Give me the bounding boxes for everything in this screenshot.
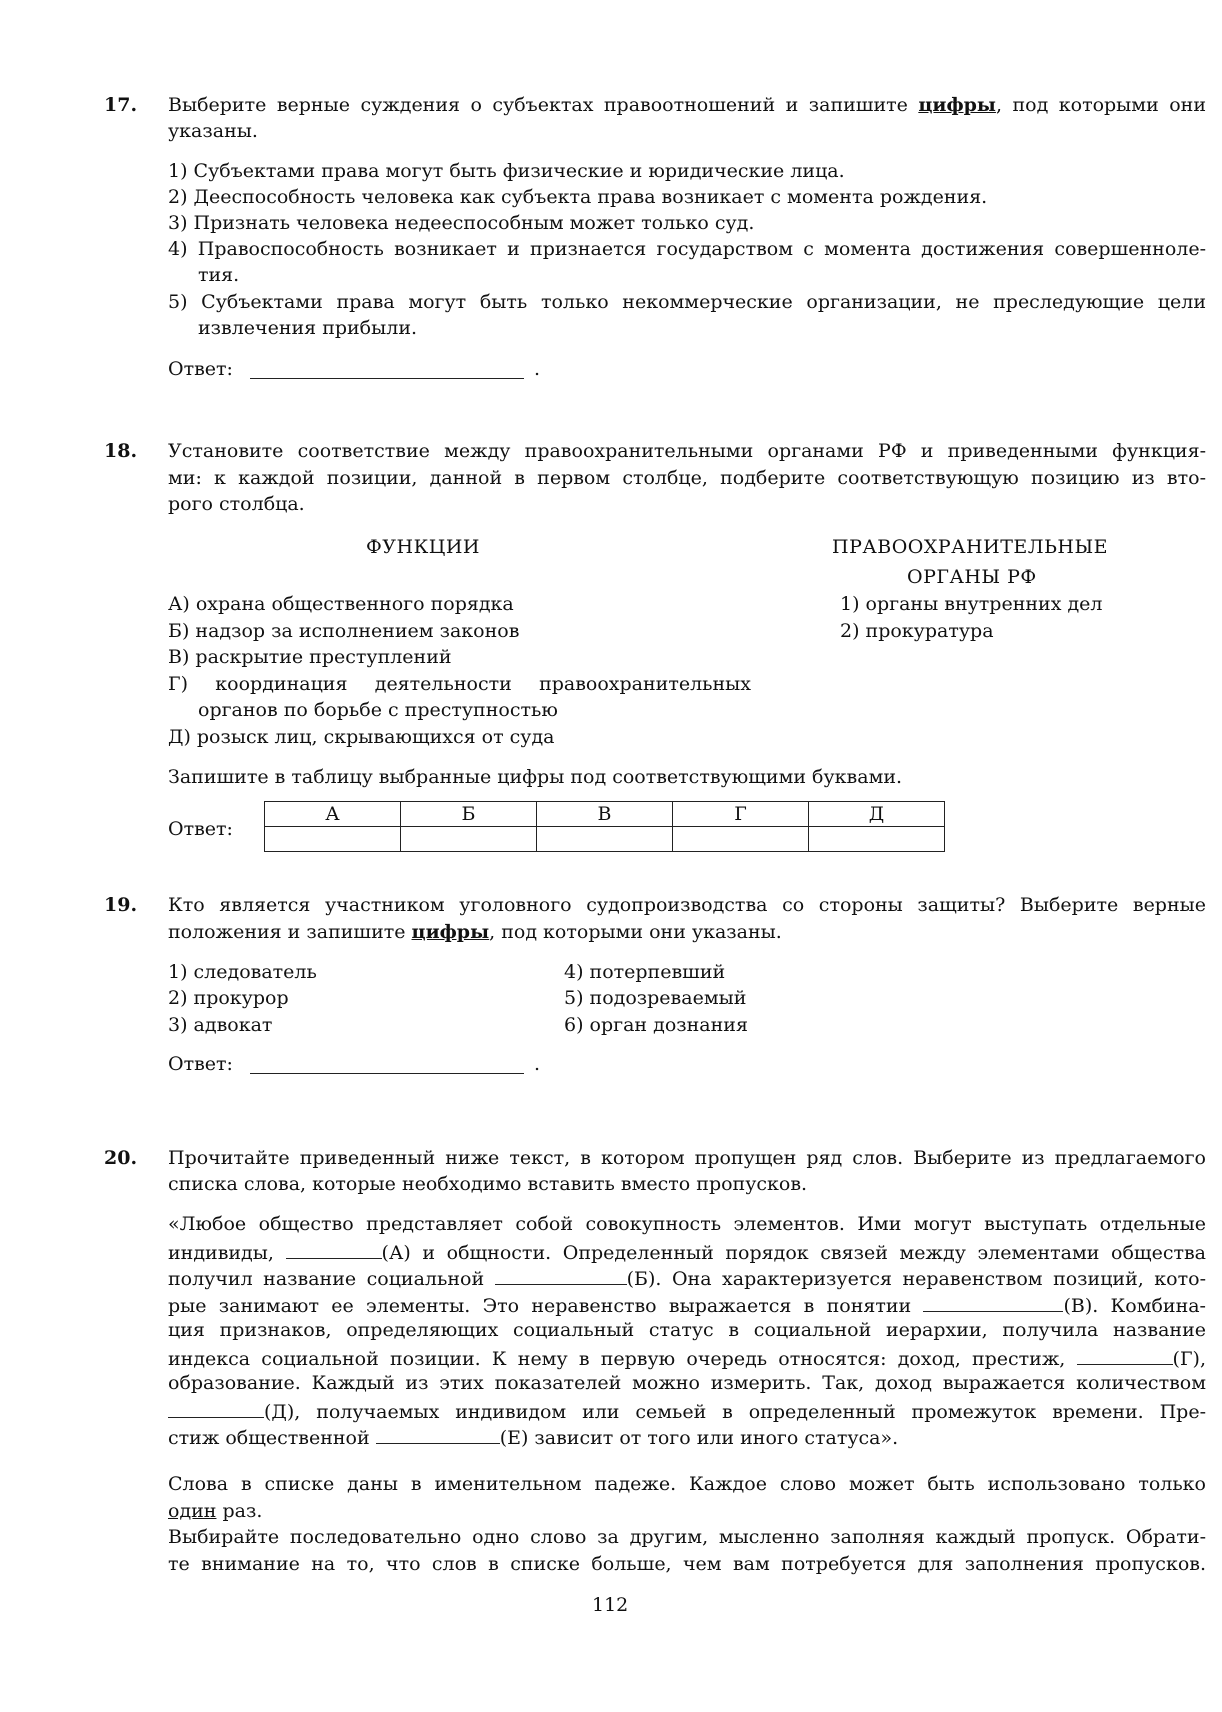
answer-cell-g[interactable] [673,827,809,852]
organs-heading-line2: ОРГАНЫ РФ [907,566,1037,588]
blank-g [1077,1346,1173,1365]
q17-answer-dot: . [534,358,541,380]
text-line-5: ция признаков, определяющих социальный статус в социальной иерархии, получила название [168,1319,1206,1341]
answer-cell-d[interactable] [809,827,945,852]
q17-option-5: 5) Субъектами права могут быть только некоммерческие организации, не преследующие цели [168,291,1206,313]
q19-option-6: 6) орган дознания [564,1014,748,1036]
question-20-number: 20. [104,1147,138,1169]
blank-b [495,1266,627,1285]
emphasis-digits-19: цифры [411,921,490,943]
text-line-4: рые занимают ее элементы. Это неравенство выражается в понятии (В). Комбина- [168,1295,1206,1317]
question-20-stem-line2: списка слова, которые необходимо вставить вместо пропусков. [168,1173,808,1195]
q19-option-2: 2) прокурор [168,987,289,1009]
organ-1: 1) органы внутренних дел [840,593,1103,615]
question-18-number: 18. [104,440,138,462]
organ-2: 2) прокуратура [840,620,994,642]
answer-cell-a[interactable] [265,827,401,852]
answer-table-header-v: В [537,802,673,827]
answer-table-header-b: Б [401,802,537,827]
emphasis-digits: цифры [918,94,996,116]
note-line-1: Слова в списке даны в именительном падеже. Каждое слово может быть использовано только [168,1473,1206,1495]
q19-option-4: 4) потерпевший [564,961,726,983]
text-line-6: индекса социальной позиции. К нему в первую очередь относятся: доход, престиж, (Г), [168,1348,1206,1370]
question-18-stem-line1: Установите соответствие между правоохранительными органами РФ и приведенными функция- [168,440,1206,462]
q17-answer-field[interactable] [250,377,524,379]
note-line-2: один раз. [168,1500,263,1522]
question-17-stem-line1: Выберите верные суждения о субъектах правоотношений и запишите цифры, под которыми они [168,94,1206,116]
functions-heading: ФУНКЦИИ [366,536,480,558]
question-18-stem-line3: рого столбца. [168,493,305,515]
answer-table-header-g: Г [673,802,809,827]
q19-option-3: 3) адвокат [168,1014,273,1036]
function-g-cont: органов по борьбе с преступностью [198,699,558,721]
q17-option-3: 3) Признать человека недееспособным может только суд. [168,212,755,234]
function-b: Б) надзор за исполнением законов [168,620,520,642]
function-a: А) охрана общественного порядка [168,593,514,615]
question-19-stem-line1: Кто является участником уголовного судопроизводства со стороны защиты? Выберите верные [168,894,1206,916]
question-19-stem-line2: положения и запишите цифры, под которыми они указаны. [168,921,782,943]
q17-option-2: 2) Дееспособность человека как субъекта права возникает с момента рождения. [168,186,988,208]
function-v: В) раскрытие преступлений [168,646,452,668]
blank-a [286,1240,382,1259]
answer-table-header-d: Д [809,802,945,827]
function-d: Д) розыск лиц, скрывающихся от суда [168,726,555,748]
function-g: Г) координация деятельности правоохранительных [168,673,751,695]
blank-v [923,1293,1063,1312]
organs-heading-line1: ПРАВООХРАНИТЕЛЬНЫЕ [832,536,1109,558]
text-line-8: (Д), получаемых индивидом или семьей в определенный промежуток времени. Пре- [168,1399,1206,1423]
instruction-line-1: Выбирайте последовательно одно слово за другим, мысленно заполняя каждый пропуск. Обрати- [168,1526,1206,1548]
text-line-1: «Любое общество представляет собой совокупность элементов. Ими могут выступать отдельные [168,1213,1206,1235]
q19-option-1: 1) следователь [168,961,317,983]
text-line-2: индивиды, (А) и общности. Определенный порядок связей между элементами общества [168,1242,1206,1264]
q18-instruction: Запишите в таблицу выбранные цифры под соответствующими буквами. [168,766,903,788]
blank-e [376,1425,500,1444]
q19-answer-field[interactable] [250,1072,524,1074]
question-18-stem-line2: ми: к каждой позиции, данной в первом столбце, подберите соответствующую позицию из вто- [168,467,1206,489]
blank-d [168,1399,264,1418]
question-17-stem-line2: указаны. [168,120,258,142]
answer-cell-b[interactable] [401,827,537,852]
text-line-3: получил название социальной (Б). Она характеризуется неравенством позиций, кото- [168,1268,1206,1290]
q18-answer-label: Ответ: [168,818,233,840]
q17-answer-label: Ответ: [168,358,233,380]
answer-table-header-a: А [265,802,401,827]
q17-option-5-cont: извлечения прибыли. [198,317,418,339]
page-number: 112 [592,1594,629,1616]
q18-answer-table [264,801,945,852]
answer-table-input-row [265,827,945,852]
text-line-9: стиж общественной (Е) зависит от того или иного статуса». [168,1427,899,1449]
answer-cell-v[interactable] [537,827,673,852]
q19-answer-label: Ответ: [168,1053,233,1075]
q19-answer-dot: . [534,1053,541,1075]
instruction-line-2: те внимание на то, что слов в списке больше, чем вам потребуется для заполнения пропусков. [168,1553,1206,1575]
q17-option-4-cont: тия. [198,264,240,286]
emphasis-once: один [168,1500,217,1522]
question-20-stem-line1: Прочитайте приведенный ниже текст, в котором пропущен ряд слов. Выберите из предлагаемого [168,1147,1206,1169]
text-line-7: образование. Каждый из этих показателей можно измерить. Так, доход выражается количеством [168,1372,1206,1394]
q19-option-5: 5) подозреваемый [564,987,747,1009]
question-19-number: 19. [104,894,138,916]
q17-option-4: 4) Правоспособность возникает и признается государством с момента достижения совершенноле- [168,238,1206,260]
q17-option-1: 1) Субъектами права могут быть физические и юридические лица. [168,160,845,182]
question-17-number: 17. [104,94,138,116]
answer-table-header-row [265,802,945,827]
